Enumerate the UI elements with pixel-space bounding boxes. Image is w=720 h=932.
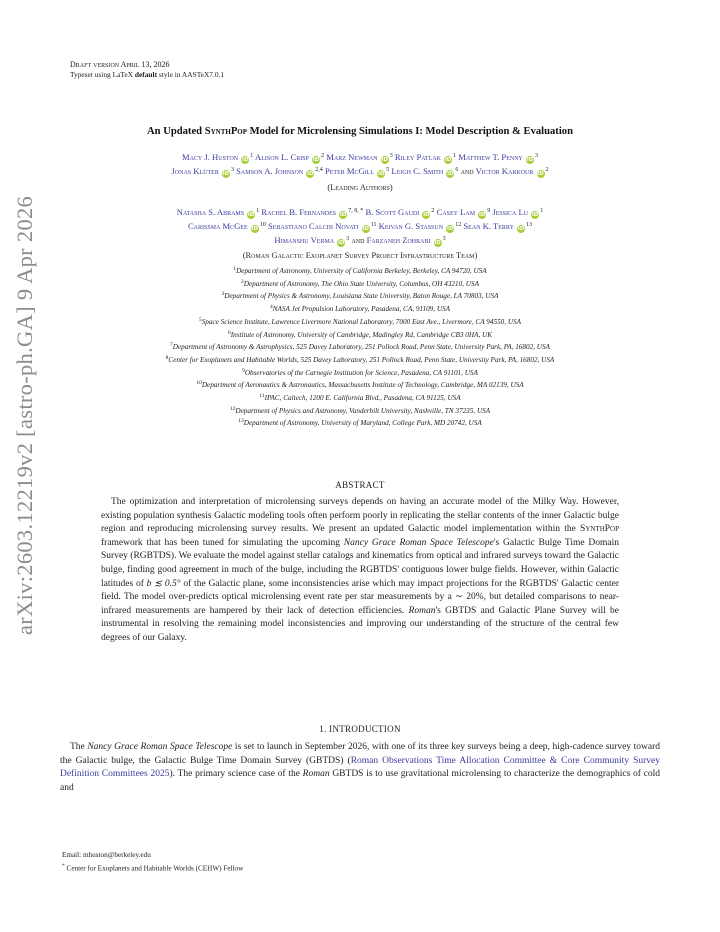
author-affiliation-mark: 1	[256, 208, 260, 214]
draft-header	[70, 60, 224, 80]
author-affiliation-mark: 13	[526, 222, 533, 228]
author-name[interactable]: Riley Patlak	[394, 152, 441, 162]
affiliation-text: Institute of Astronomy, University of Cambridge, Madingley Rd, Cambridge CB3 0HA, UK	[230, 330, 493, 339]
latex-logo: LaTeX	[112, 70, 134, 79]
author-affiliation-mark: 2,4	[315, 167, 323, 173]
email-footnote: Email: mhuston@berkeley.edu	[62, 851, 151, 859]
footnotes	[62, 850, 243, 874]
section-heading-introduction: 1. INTRODUCTION	[319, 724, 401, 734]
author-name[interactable]: Samson A. Johnson	[236, 166, 304, 176]
orcid-icon[interactable]: iD	[423, 212, 430, 218]
author-line	[60, 219, 660, 233]
affiliation-number: 9	[242, 367, 245, 374]
affiliation-text: Department of Astronomy & Astrophysics, 525 Davey Laboratory, 251 Pollock Road, Penn State, University Park, PA, 16802, USA	[172, 343, 550, 352]
author-name[interactable]: Himanshu Verma	[274, 235, 335, 245]
orcid-icon[interactable]: iD	[222, 171, 230, 177]
author-name[interactable]: Alison L. Crisp	[254, 152, 309, 162]
author-affiliation-mark: 1	[540, 208, 544, 214]
author-affiliation-mark: 3	[231, 167, 234, 173]
author-affiliation-mark: 2	[431, 208, 435, 214]
orcid-icon[interactable]: iD	[446, 226, 454, 232]
affiliation-text: Department of Astronomy, University of California Berkeley, Berkeley, CA 94720, USA	[236, 267, 487, 275]
author-affiliation-mark: 12	[455, 222, 462, 228]
draft-version: Draft version April 13, 2026	[70, 60, 170, 69]
orcid-icon[interactable]: iD	[242, 157, 249, 163]
citation-link[interactable]: Roman Observations Time Allocation Committee & Core Community Survey Definition Committees 2025	[60, 755, 661, 780]
affiliation-number: 11	[259, 393, 265, 400]
affiliation-item	[40, 277, 680, 290]
author-affiliation-mark: 1	[250, 153, 254, 159]
author-line	[60, 164, 660, 178]
affiliation-item	[40, 340, 680, 353]
author-name[interactable]: Macy J. Huston	[181, 152, 239, 162]
author-affiliation-mark: 6	[455, 167, 459, 173]
author-name[interactable]: Jonas Klüter	[171, 166, 219, 176]
author-name[interactable]: Casey Lam	[436, 207, 476, 217]
author-name[interactable]: Peter McGill	[324, 166, 375, 176]
orcid-icon[interactable]: iD	[248, 212, 255, 218]
affiliation-text: Department of Aeronautics & Astronautics, Massachusetts Institute of Technology, Cambridge, MA 02139, USA	[201, 381, 524, 390]
affiliations-list	[40, 264, 680, 429]
and-word: and	[351, 235, 365, 245]
author-affiliation-mark: 2	[545, 167, 549, 173]
author-affiliation-mark: 9	[487, 208, 491, 214]
affiliation-number: 1	[233, 266, 237, 272]
affiliation-item	[40, 404, 680, 417]
author-name[interactable]: Natasha S. Abrams	[176, 207, 245, 217]
introduction-text: The Nancy Grace Roman Space Telescope is set to launch in September 2026, with one of its three key surveys being a deep, high-cadence survey toward the Galactic bulge, the Galactic Bulge Time Domain Survey (GBTDS) (Roman Observations Time Allocation Committee & Core Community Survey Definition Committees 2025). The primary science case of the Roman GBTDS is to use gravitational microlensing to characterize the demographics of cold and	[60, 742, 661, 793]
author-affiliation-mark: 3	[535, 153, 539, 159]
affiliation-item	[40, 416, 680, 429]
author-affiliation-mark: 1	[453, 153, 457, 159]
leading-authors-label: (Leading Authors)	[327, 183, 393, 192]
abstract-text: The optimization and interpretation of microlensing surveys depends on having an accurate model of the Milky Way. However, existing population synthesis Galactic modeling tools often perform poorly in replicating the stellar contents of the inner Galactic bulge region and reproducing microlensing survey results. We present an updated Galactic model implementation within the SynthPop framework that has been tuned for simulating the upcoming Nancy Grace Roman Space Telescope's Galactic Bulge Time Domain Survey (RGBTDS). We evaluate the model against stellar catalogs and kinematics from optical and infrared surveys toward the Galactic bulge, finding good agreement in much of the bulge, including the RGBTDS' contiguous lower bulge fields. However, within Galactic latitudes of b ≲ 0.5° of the Galactic plane, some inconsistencies arise which may impact projections for the RGBTDS' Galactic center field. The model over-predicts optical microlensing event rate per star measurements by a ∼ 20%, but detailed comparisons to near-infrared measurements are hampered by their lack of detection efficiencies. Roman's GBTDS and Galactic Plane Survey will be instrumental in resolving the remaining model inconsistencies and improving our understanding of the structure of the central few degrees of our Galaxy.	[101, 497, 619, 643]
author-affiliation-mark: 5	[386, 167, 390, 173]
author-affiliation-mark: 10	[259, 222, 266, 228]
team-authors	[60, 205, 660, 247]
affiliation-text: Department of Physics & Astronomy, Louisiana State University, Baton Rouge, LA 70803, USA	[224, 292, 499, 301]
author-line	[60, 233, 660, 247]
affiliation-number: 8	[165, 354, 169, 361]
affiliation-number: 13	[238, 418, 244, 425]
affiliation-number: 12	[229, 405, 236, 412]
team-label: (Roman Galactic Exoplanet Survey Project Infrastructure Team)	[242, 251, 478, 260]
affiliation-number: 7	[170, 342, 173, 349]
author-affiliation-mark: 3	[389, 153, 393, 159]
affiliation-number: 5	[198, 316, 202, 323]
and-word: and	[460, 166, 474, 176]
affiliation-text: Observatories of the Carnegie Institution for Science, Pasadena, CA 91101, USA	[244, 368, 478, 377]
arxiv-id-text: arXiv:2603.12219v2 [astro-ph.GA] 9 Apr 2026	[12, 195, 37, 635]
author-name[interactable]: Sebastiano Calchi Novati	[268, 221, 359, 231]
orcid-icon[interactable]: iD	[526, 157, 534, 163]
affiliation-number: 2	[241, 278, 244, 285]
orcid-icon[interactable]: iD	[444, 157, 452, 163]
affiliation-item	[40, 378, 680, 391]
orcid-icon[interactable]: iD	[338, 240, 345, 246]
orcid-icon[interactable]: iD	[447, 171, 454, 177]
affiliation-text: Department of Astronomy, University of Maryland, College Park, MD 20742, USA	[243, 419, 482, 428]
affiliation-text: Space Science Institute, Lawrence Livermore National Laboratory, 7000 East Ave., Livermore, CA 94550, USA	[201, 317, 522, 326]
author-name[interactable]: Carissma McGee	[187, 221, 248, 231]
affiliation-number: 4	[269, 304, 273, 311]
affiliation-text: IPAC, Caltech, 1200 E. California Blvd., Pasadena, CA 91125, USA	[264, 394, 461, 403]
author-affiliation-mark: 3	[346, 236, 350, 242]
affiliation-number: 10	[196, 380, 202, 387]
author-affiliation-mark: 7, 8, *	[348, 208, 364, 214]
author-name[interactable]: Jessica Lu	[492, 207, 529, 217]
author-name[interactable]: Farzaneh Zohrabi	[366, 235, 431, 245]
affiliation-item	[40, 328, 680, 341]
orcid-icon[interactable]: iD	[362, 226, 369, 232]
orcid-icon[interactable]: iD	[532, 212, 539, 218]
author-line	[60, 205, 660, 219]
affiliation-text: Center for Exoplanets and Habitable Worlds, 525 Davey Laboratory, 251 Pollock Road, Penn State, University Park, PA, 16802, USA	[168, 355, 555, 364]
paper-title: An Updated SynthPop Model for Microlensing Simulations I: Model Description & Evaluation	[147, 126, 573, 137]
author-affiliation-mark: 11	[370, 222, 377, 228]
author-line	[60, 150, 660, 164]
orcid-icon[interactable]: iD	[251, 226, 259, 232]
orcid-icon[interactable]: iD	[537, 171, 544, 177]
author-affiliation-mark: 2	[321, 153, 325, 159]
orcid-icon[interactable]: iD	[434, 240, 441, 246]
orcid-icon[interactable]: iD	[478, 212, 486, 218]
author-name[interactable]: Leigh C. Smith	[391, 166, 444, 176]
orcid-icon[interactable]: iD	[381, 157, 388, 163]
typeset-line: Typeset using LaTeX default style in AASTeX7.0.1	[70, 70, 225, 79]
author-name[interactable]: Matthew T. Penny	[458, 152, 523, 162]
affiliation-item	[40, 289, 680, 302]
affiliation-item	[40, 366, 680, 379]
affiliation-item	[40, 302, 680, 315]
author-name[interactable]: Keivan G. Stassun	[378, 221, 444, 231]
author-affiliation-mark: 3	[442, 236, 446, 242]
author-name[interactable]: Marz Newman	[326, 152, 378, 162]
affiliation-text: Department of Physics and Astronomy, Vanderbilt University, Nashville, TN 37235, USA	[235, 406, 491, 415]
affiliation-item	[40, 315, 680, 328]
affiliation-item	[40, 391, 680, 404]
author-name[interactable]: Sean K. Terry	[463, 221, 514, 231]
leading-authors	[60, 150, 660, 178]
author-name[interactable]: Rachel B. Fernandes	[261, 207, 337, 217]
abstract-heading: ABSTRACT	[335, 480, 385, 490]
orcid-icon[interactable]: iD	[340, 212, 347, 218]
affiliation-item	[40, 353, 680, 366]
orcid-icon[interactable]: iD	[312, 157, 320, 163]
orcid-icon[interactable]: iD	[517, 226, 525, 232]
affiliation-text: NASA Jet Propulsion Laboratory, Pasadena, CA, 91109, USA	[272, 305, 451, 314]
affiliation-number: 3	[221, 291, 225, 298]
orcid-icon[interactable]: iD	[377, 171, 385, 177]
affiliation-text: Department of Astronomy, The Ohio State University, Columbus, OH 43210, USA	[243, 279, 479, 288]
affiliation-item	[40, 264, 680, 277]
orcid-icon[interactable]: iD	[307, 171, 314, 177]
author-name[interactable]: Victor Karkour	[475, 166, 534, 176]
affiliation-number: 6	[227, 329, 231, 336]
author-name[interactable]: B. Scott Gaudi	[365, 207, 420, 217]
fellow-footnote: * Center for Exoplanets and Habitable Worlds (CEHW) Fellow	[62, 863, 244, 873]
